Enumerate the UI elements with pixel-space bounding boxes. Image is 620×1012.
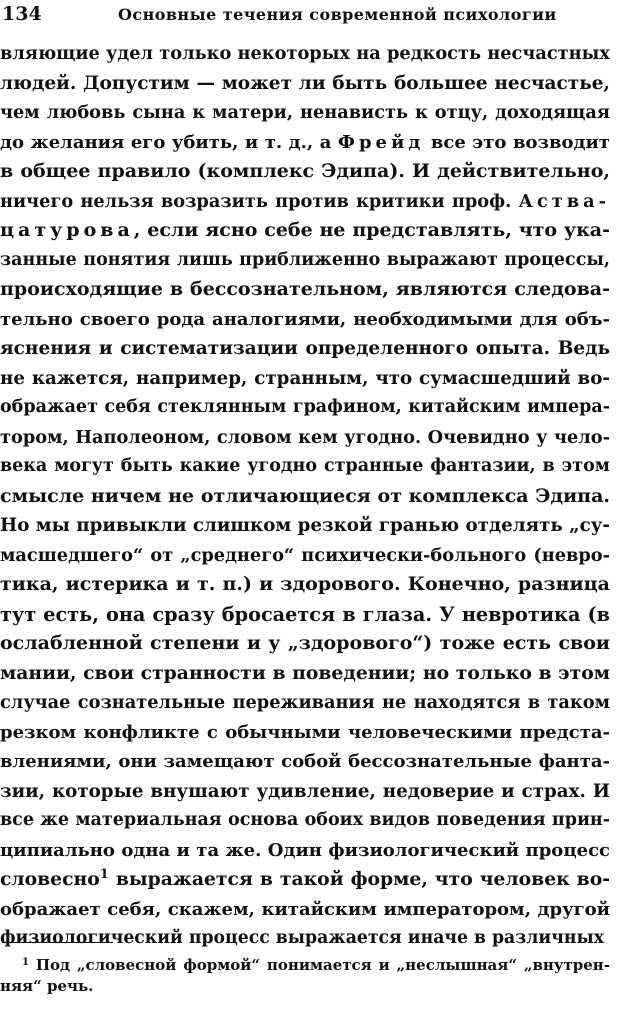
text-fragment: словесно <box>0 868 100 890</box>
footnote-marker: 1 <box>22 957 29 968</box>
text-line: занные понятия лишь приближенно выражают процессы, <box>0 249 610 270</box>
text-fragment: до желания его убить, и т. д., а <box>0 131 332 153</box>
text-line: тика, истерика и т. п.) и здорового. Конечно, разница <box>0 573 610 595</box>
text-line <box>0 187 610 217</box>
footnote <box>0 955 610 997</box>
footnote-text: Под „словесной формой“ понимается и „неслышная“ „внутрен- <box>35 956 610 974</box>
text-line: ципиально одна и та же. Один физиологический процесс <box>0 839 610 861</box>
text-line: в общее правило (комплекс Эдипа). И действительно, <box>0 160 610 182</box>
footnote-line: няя“ речь. <box>0 977 94 995</box>
text-line <box>0 128 610 158</box>
spaced-name-astvatsaturov: цатурова <box>0 219 134 241</box>
text-line: чем любовь сына к матери, ненависть к отцу, доходящая <box>0 102 610 123</box>
page-number: 134 <box>2 3 42 25</box>
text-line: зии, которые внушают удивление, недоверие и страх. И <box>0 780 610 802</box>
text-fragment: все это возводит <box>430 131 610 153</box>
body-text <box>0 39 610 954</box>
text-line: вляющие удел только некоторых на редкость несчастных <box>0 43 610 64</box>
spaced-name-astvatsaturov: Аства- <box>518 190 610 212</box>
text-line: тут есть, она сразу бросается в глаза. У невротика (в <box>0 602 610 626</box>
text-line: все же материальная основа обоих видов поведения прин- <box>0 810 610 830</box>
text-line: яснения и систематизации определенного опыта. Ведь <box>0 338 610 359</box>
footnote-line <box>0 955 610 976</box>
text-line: не кажется, например, странным, что сумасшедший во- <box>0 367 610 389</box>
text-line: происходящие в бессознательном, являются следова- <box>0 278 610 300</box>
text-fragment: выражается в такой форме, что человек во- <box>115 868 610 890</box>
running-title: Основные течения современной психологии <box>118 5 557 24</box>
footnote-reference: 1 <box>99 867 109 882</box>
text-line <box>0 865 610 895</box>
text-fragment: , если ясно себе не представлять, что ука- <box>133 219 610 241</box>
text-line: тельно своего рода аналогиями, необходимыми для объ- <box>0 308 610 330</box>
text-line: тором, Наполеоном, словом кем угодно. Очевидно у чело- <box>0 426 610 448</box>
text-line: физиологический процесс выражается иначе в различных <box>0 928 605 948</box>
text-line: мании, свои странности в поведении; но только в этом <box>0 661 610 684</box>
text-line: века могут быть какие угодно странные фантазии, в этом <box>0 456 610 476</box>
text-line: Но мы привыкли слишком резкой гранью отделять „су- <box>0 515 610 536</box>
footnote-rule <box>2 942 113 943</box>
text-line: ображает себя стеклянным графином, китайским импера- <box>0 397 610 417</box>
text-line: случае сознательные переживания не находятся в таком <box>0 692 610 713</box>
text-line: смысле ничем не отличающиеся от комплекса Эдипа. <box>0 484 610 507</box>
text-line <box>0 216 610 246</box>
text-line: резком конфликте с обычными человеческими предста- <box>0 721 610 743</box>
text-line: масшедшего“ от „среднего“ психически-больного (невро- <box>0 544 610 566</box>
text-line: людей. Допустим — может ли быть большее несчастье, <box>0 72 610 94</box>
text-line: влениями, они замещают собой бессознательные фанта- <box>0 751 610 772</box>
text-line: ослабленной степени и у „здорового“) тоже есть свои <box>0 632 610 654</box>
text-fragment: ничего нельзя возразить против критики проф. <box>0 190 512 212</box>
spaced-name-freud: Фрейд <box>337 131 425 153</box>
text-line: ображает себя, скажем, китайским императором, другой <box>0 898 610 920</box>
